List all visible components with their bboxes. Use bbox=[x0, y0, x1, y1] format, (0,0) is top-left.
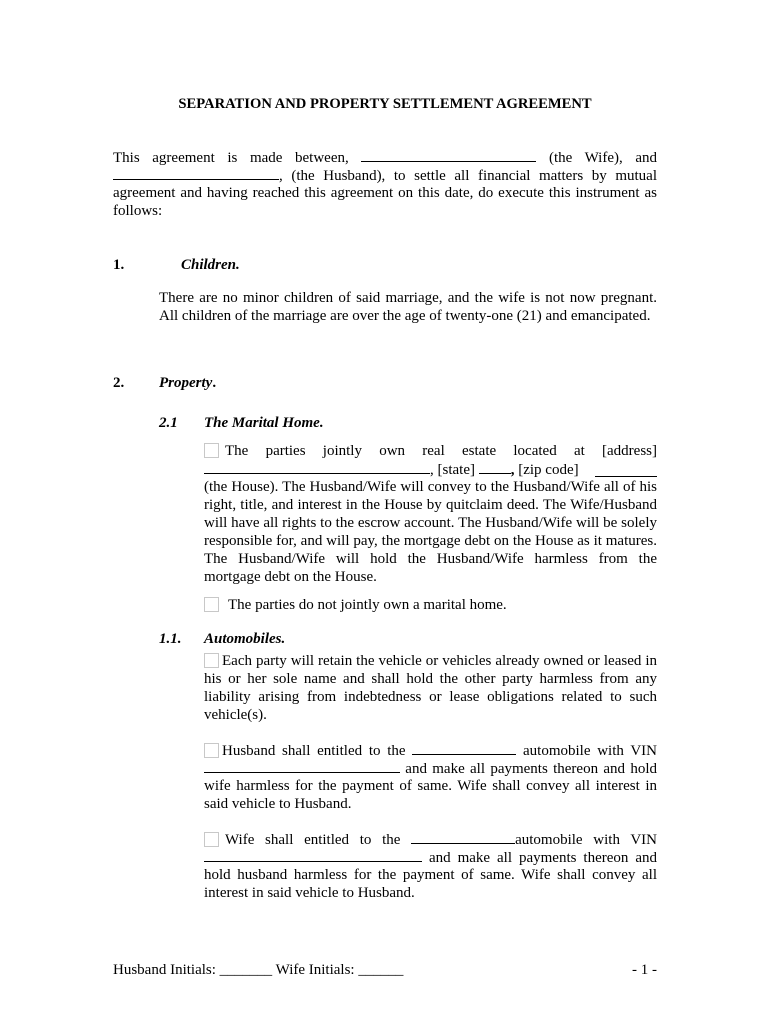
intro-text: , (the Husband), to settle all financial matters by mutual bbox=[279, 168, 657, 184]
section-1-line-1: There are no minor children of said marriage, and the wife is not now pregnant. bbox=[159, 290, 657, 306]
auto-option-2-line-1: Husband shall entitled to the automobile with VIN bbox=[204, 741, 657, 760]
auto-option-2-line-2: and make all payments thereon and hold bbox=[204, 759, 657, 778]
address-blank[interactable] bbox=[204, 460, 430, 474]
intro-text: This agreement is made between, bbox=[113, 150, 349, 166]
section-2-number: 2. bbox=[113, 375, 125, 391]
wife-auto-blank[interactable] bbox=[411, 830, 515, 844]
zip-code-blank[interactable] bbox=[595, 463, 657, 477]
wife-vin-blank[interactable] bbox=[204, 848, 422, 862]
subsection-1-1-heading: Automobiles. bbox=[204, 631, 286, 647]
auto-option-1: Each party will retain the vehicle or vehicles already owned or leased in his or her sole name and shall hold the other party harmless from any liability arising from indebtedness or lease obligations related to such vehicle(s). bbox=[204, 653, 657, 723]
marital-home-option-2: The parties do not jointly own a marital home. bbox=[204, 596, 657, 614]
document-title: SEPARATION AND PROPERTY SETTLEMENT AGREEMENT bbox=[178, 96, 592, 112]
wife-auto-checkbox[interactable] bbox=[204, 832, 219, 847]
subsection-1-1-number: 1.1. bbox=[159, 631, 182, 647]
auto-option-3-line-2: and make all payments thereon and bbox=[204, 848, 657, 867]
husband-auto-checkbox[interactable] bbox=[204, 743, 219, 758]
state-blank[interactable] bbox=[479, 460, 511, 474]
auto-option-2-text: wife harmless for the payment of same. Wife shall convey all interest in said vehicle to Husband. bbox=[204, 778, 657, 812]
marital-home-option-1-line-1: The parties jointly own real estate located at [address] bbox=[204, 442, 657, 460]
section-1-line-2: All children of the marriage are over the age of twenty-one (21) and emancipated. bbox=[159, 308, 651, 324]
husband-vin-blank[interactable] bbox=[204, 759, 400, 773]
intro-line-1 bbox=[113, 148, 657, 167]
subsection-2-1-number: 2.1 bbox=[159, 415, 178, 431]
auto-option-3-text: hold husband harmless for the payment of same. Wife shall convey all interest in said vehicle to Husband. bbox=[204, 867, 657, 901]
intro-line-2 bbox=[113, 166, 657, 185]
no-marital-home-checkbox[interactable] bbox=[204, 597, 219, 612]
auto-retain-checkbox[interactable] bbox=[204, 653, 219, 668]
wife-name-blank[interactable] bbox=[361, 148, 536, 162]
section-1-heading: Children. bbox=[181, 257, 240, 273]
husband-name-blank[interactable] bbox=[113, 166, 279, 180]
marital-home-joint-checkbox[interactable] bbox=[204, 443, 219, 458]
subsection-2-1-heading: The Marital Home. bbox=[204, 415, 324, 431]
husband-auto-blank[interactable] bbox=[412, 741, 516, 755]
marital-home-option-1-text: (the House). The Husband/Wife will convey to the Husband/Wife all of his right, title, and interest in the House by quitclaim deed. The Wife/Husband will have all rights to the escrow account. The Husband/Wife will be solely responsible for, and will pay, the mortgage debt on the House as it matures. The Husband/Wife will hold the Husband/Wife harmless from the mortgage debt on the House. bbox=[204, 479, 657, 585]
page-footer bbox=[113, 961, 657, 979]
section-2-heading: Property. bbox=[159, 375, 217, 391]
auto-option-3-line-1: Wife shall entitled to the automobile with VIN bbox=[204, 830, 657, 849]
marital-home-option-1-line-2: , [state] , [zip code] bbox=[204, 460, 657, 479]
intro-text: (the Wife), and bbox=[548, 150, 658, 166]
page-number: - 1 - bbox=[632, 962, 657, 978]
intro-line-3: agreement and having reached this agreement on this date, do execute this instrument as bbox=[113, 185, 657, 201]
section-1-number: 1. bbox=[113, 257, 125, 273]
initials-line: Husband Initials: _______ Wife Initials: ______ bbox=[113, 962, 404, 978]
intro-line-4: follows: bbox=[113, 203, 163, 219]
